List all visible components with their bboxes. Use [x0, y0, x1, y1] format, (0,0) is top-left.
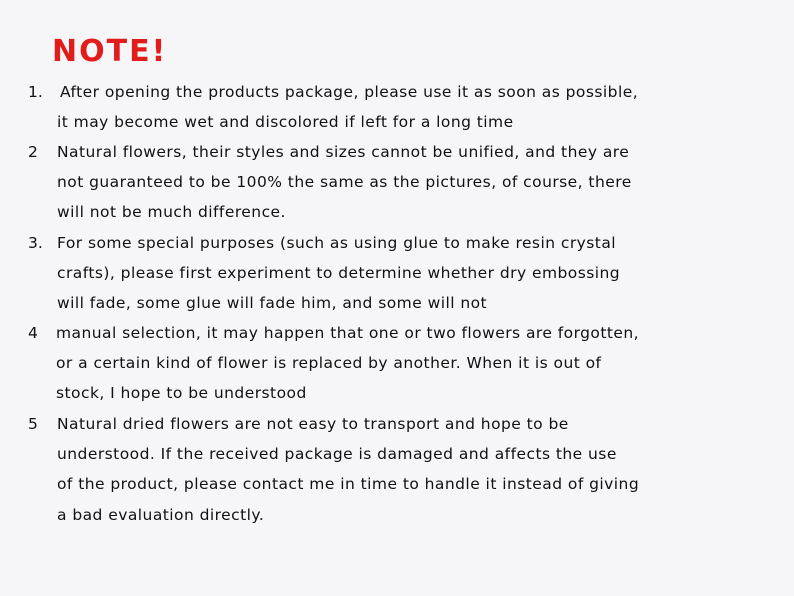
item-line: For some special purposes (such as using glue to make resin crystal — [57, 234, 617, 252]
item-line: manual selection, it may happen that one or two flowers are forgotten, — [56, 324, 640, 342]
item-text — [56, 318, 756, 409]
item-text — [57, 137, 757, 228]
item-text — [57, 77, 760, 137]
item-line: not guaranteed to be 100% the same as the pictures, of course, there — [57, 173, 632, 192]
item-line: understood. If the received package is damaged and affects the use — [57, 445, 617, 464]
item-line: After opening the products package, please use it as soon as possible, — [60, 83, 639, 101]
item-number: 1. — [28, 83, 43, 101]
item-line: a bad evaluation directly. — [57, 505, 265, 524]
item-number: 3. — [28, 234, 43, 252]
item-number: 2 — [28, 143, 38, 161]
item-line: of the product, please contact me in time to handle it instead of giving — [57, 475, 640, 494]
item-line: stock, I hope to be understood — [56, 384, 307, 403]
item-line: Natural dried flowers are not easy to transport and hope to be — [57, 415, 569, 433]
item-number: 5 — [28, 415, 38, 433]
item-line: Natural flowers, their styles and sizes cannot be unified, and they are — [57, 143, 630, 161]
item-line: will fade, some glue will fade him, and some will not — [57, 294, 488, 313]
item-number: 4 — [28, 324, 38, 342]
note-title: NOTE! — [52, 34, 168, 69]
item-line: crafts), please first experiment to determine whether dry embossing — [57, 264, 621, 283]
item-text — [57, 228, 757, 319]
item-line: will not be much difference. — [57, 203, 286, 222]
item-text — [57, 409, 757, 530]
item-line: or a certain kind of flower is replaced by another. When it is out of — [56, 354, 602, 373]
item-line: it may become wet and discolored if left for a long time — [57, 113, 514, 132]
